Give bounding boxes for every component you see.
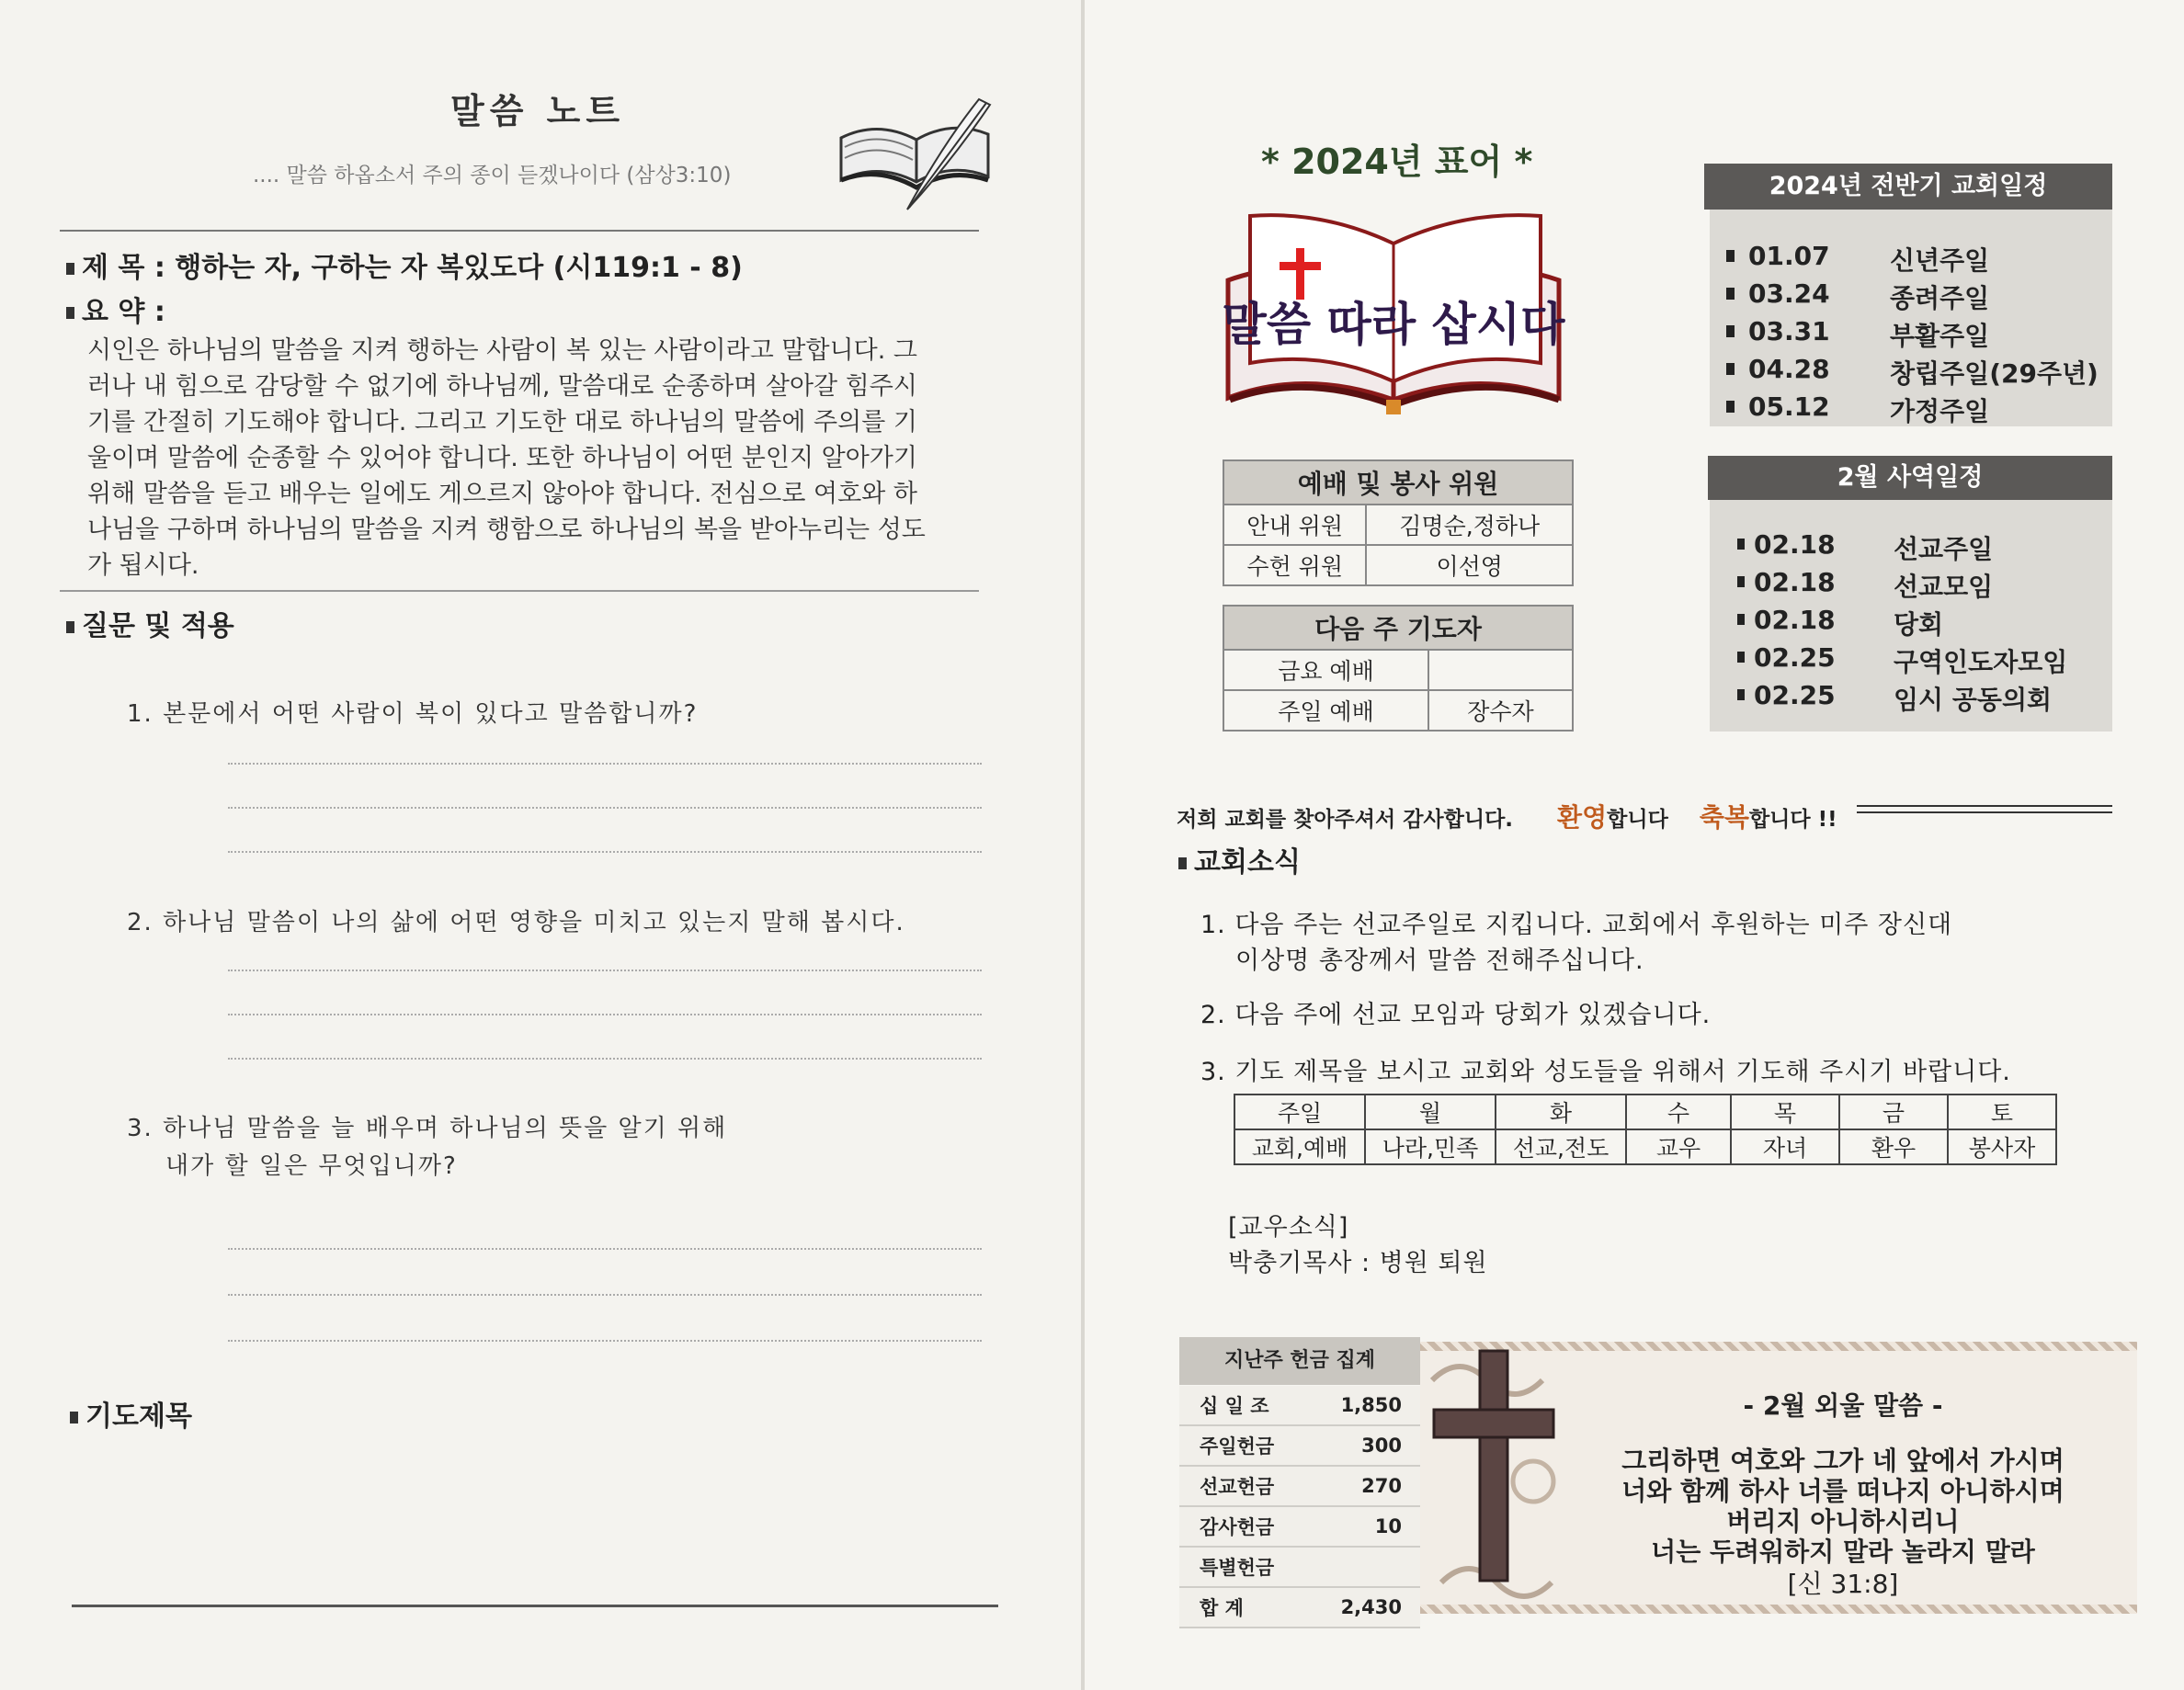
motto-bible-illustration [1223, 207, 1572, 418]
summary-line: 시인은 하나님의 말씀을 지켜 행하는 사람이 복 있는 사람이라고 말합니다. 그 [87, 336, 917, 365]
offering-table [1179, 1386, 1420, 1628]
service-committee-table [1223, 459, 1574, 586]
bullet-square-icon [1178, 857, 1187, 869]
day-cell: 화 [1496, 1095, 1626, 1129]
sermon-title: 제 목 : 행하는 자, 구하는 자 복있도다 (시119:1 - 8) [66, 244, 743, 285]
offering-total-label: 합 계 [1179, 1587, 1338, 1628]
offering-header: 지난주 헌금 집계 [1179, 1337, 1420, 1385]
bullet-square-icon [1726, 401, 1735, 413]
news-item-3: 3. 기도 제목을 보시고 교회와 성도들을 위해서 기도해 주시기 바랍니다. [1200, 1058, 2011, 1086]
prayer-person [1428, 650, 1573, 690]
prayer-person: 장수자 [1428, 690, 1573, 731]
schedule-header: 2월 사역일정 [1708, 456, 2112, 500]
bottom-divider [72, 1605, 998, 1607]
bullet-square-icon [1726, 363, 1735, 375]
bullet-square-icon [1737, 652, 1745, 663]
topic-cell: 환우 [1839, 1129, 1948, 1164]
service-role: 안내 위원 [1223, 505, 1366, 545]
news-item-1-cont: 이상명 총장께서 말씀 전해주십니다. [1235, 947, 1644, 975]
note-title: 말씀 노트 [450, 91, 626, 131]
note-subtitle: .... 말씀 하옵소서 주의 종이 듣겠나이다 (삼상3:10) [253, 164, 732, 187]
summary-line: 기를 간절히 기도해야 합니다. 그리고 기도한 대로 하나님의 말씀에 주의를 기 [87, 408, 917, 437]
bullet-square-icon [1726, 288, 1735, 300]
service-header: 예배 및 봉사 위원 [1223, 460, 1573, 505]
answer-line[interactable] [228, 1058, 982, 1060]
summary-text [87, 333, 984, 584]
weekly-prayer-table [1234, 1094, 2057, 1165]
topic-cell: 자녀 [1731, 1129, 1839, 1164]
answer-line[interactable] [228, 970, 982, 971]
offering-amount: 1,850 [1338, 1386, 1420, 1425]
cross-icon [1423, 1344, 1561, 1612]
answer-line[interactable] [228, 851, 982, 853]
offering-amount [1338, 1547, 1420, 1587]
welcome-message: 저희 교회를 찾아주셔서 감사합니다. 환영합니다 축복합니다 !! [1177, 802, 1837, 833]
offering-amount: 10 [1338, 1506, 1420, 1547]
memory-verse-line: 그리하면 여호와 그가 네 앞에서 가시며 [1621, 1446, 2065, 1476]
topic-cell: 선교,전도 [1496, 1129, 1626, 1164]
offering-amount: 300 [1338, 1425, 1420, 1466]
topic-cell: 봉사자 [1948, 1129, 2056, 1164]
bullet-square-icon [70, 1412, 78, 1423]
question-3-cont: 내가 할 일은 무엇입니까? [165, 1152, 458, 1180]
summary-line: 러나 내 힘으로 감당할 수 없기에 하나님께, 말씀대로 순종하며 살아갈 힘주시 [87, 372, 917, 401]
question-3: 3. 하나님 말씀을 늘 배우며 하나님의 뜻을 알기 위해 [127, 1115, 728, 1142]
day-cell: 토 [1948, 1095, 2056, 1129]
day-cell: 주일 [1234, 1095, 1365, 1129]
page-fold [1081, 0, 1085, 1690]
topic-cell: 나라,민족 [1365, 1129, 1496, 1164]
member-news: 박충기목사 : 병원 퇴원 [1228, 1249, 1488, 1277]
motto-text: 말씀 따라 삽시다 [1223, 298, 1565, 351]
prayer-heading: 기도제목 [70, 1393, 192, 1434]
news-item-1: 1. 다음 주는 선교주일로 지킵니다. 교회에서 후원하는 미주 장신대 [1200, 911, 1953, 939]
bullet-square-icon [1737, 576, 1745, 587]
memory-verse-line: 너와 함께 하사 너를 떠나지 아니하시며 [1621, 1476, 2065, 1506]
questions-heading: 질문 및 적용 [66, 603, 234, 643]
service-person: 이선영 [1366, 545, 1573, 585]
question-2: 2. 하나님 말씀이 나의 삶에 어떤 영향을 미치고 있는지 말해 봅시다. [127, 909, 905, 936]
summary-line: 나님을 구하며 하나님의 말씀을 지켜 행함으로 하나님의 복을 받아누리는 성도 [87, 516, 926, 544]
double-rule [1857, 805, 2112, 813]
summary-line: 울이며 말씀에 순종할 수 있어야 합니다. 또한 하나님이 어떤 분인지 알아가기 [87, 444, 917, 472]
bullet-square-icon [66, 263, 74, 275]
bullet-square-icon [66, 621, 74, 633]
mid-divider [60, 590, 979, 592]
service-role: 수헌 위원 [1223, 545, 1366, 585]
memory-verse-reference: [신 31:8] [1787, 1569, 1899, 1599]
bullet-square-icon [1737, 614, 1745, 625]
answer-line[interactable] [228, 763, 982, 765]
answer-line[interactable] [228, 1294, 982, 1296]
offering-label: 특별헌금 [1179, 1547, 1338, 1587]
bullet-square-icon [66, 307, 74, 319]
news-item-2: 2. 다음 주에 선교 모임과 당회가 있겠습니다. [1200, 1001, 1712, 1029]
bullet-square-icon [1737, 539, 1745, 550]
day-cell: 금 [1839, 1095, 1948, 1129]
service-name: 금요 예배 [1223, 650, 1428, 690]
book-quill-icon [832, 92, 997, 221]
summary-line: 위해 말씀을 듣고 배우는 일에도 게으르지 않아야 합니다. 전심으로 여호와 하 [87, 480, 917, 508]
bullet-square-icon [1726, 250, 1735, 262]
answer-line[interactable] [228, 807, 982, 809]
memory-verse-line: 버리지 아니하시리니 [1726, 1506, 1960, 1537]
top-divider [60, 230, 979, 232]
offering-amount: 270 [1338, 1466, 1420, 1506]
memory-verse-title: - 2월 외울 말씀 - [1743, 1390, 1943, 1421]
topic-cell: 교우 [1626, 1129, 1731, 1164]
day-cell: 월 [1365, 1095, 1496, 1129]
motto-title: * 2024년 표어 * [1261, 142, 1533, 182]
day-cell: 수 [1626, 1095, 1731, 1129]
service-name: 주일 예배 [1223, 690, 1428, 731]
memory-verse-line: 너는 두려워하지 말라 놀라지 말라 [1651, 1537, 2035, 1567]
answer-line[interactable] [228, 1248, 982, 1250]
offering-label: 감사헌금 [1179, 1506, 1338, 1547]
question-1: 1. 본문에서 어떤 사람이 복이 있다고 말씀합니까? [127, 700, 699, 728]
news-heading: 교회소식 [1178, 839, 1301, 879]
topic-cell: 교회,예배 [1234, 1129, 1365, 1164]
day-cell: 목 [1731, 1095, 1839, 1129]
bullet-square-icon [1737, 689, 1745, 700]
offering-label: 십 일 조 [1179, 1386, 1338, 1425]
summary-line: 가 됩시다. [87, 551, 199, 580]
schedule-header: 2024년 전반기 교회일정 [1704, 164, 2112, 210]
prayer-table-header: 다음 주 기도자 [1223, 606, 1573, 650]
member-news-heading: [교우소식] [1228, 1213, 1349, 1242]
next-prayer-table [1223, 605, 1574, 732]
service-person: 김명순,정하나 [1366, 505, 1573, 545]
offering-label: 선교헌금 [1179, 1466, 1338, 1506]
answer-line[interactable] [228, 1340, 982, 1342]
offering-label: 주일헌금 [1179, 1425, 1338, 1466]
bullet-square-icon [1726, 325, 1735, 337]
answer-line[interactable] [228, 1014, 982, 1015]
offering-total: 2,430 [1338, 1587, 1420, 1628]
summary-heading: 요 약 : [66, 289, 165, 329]
